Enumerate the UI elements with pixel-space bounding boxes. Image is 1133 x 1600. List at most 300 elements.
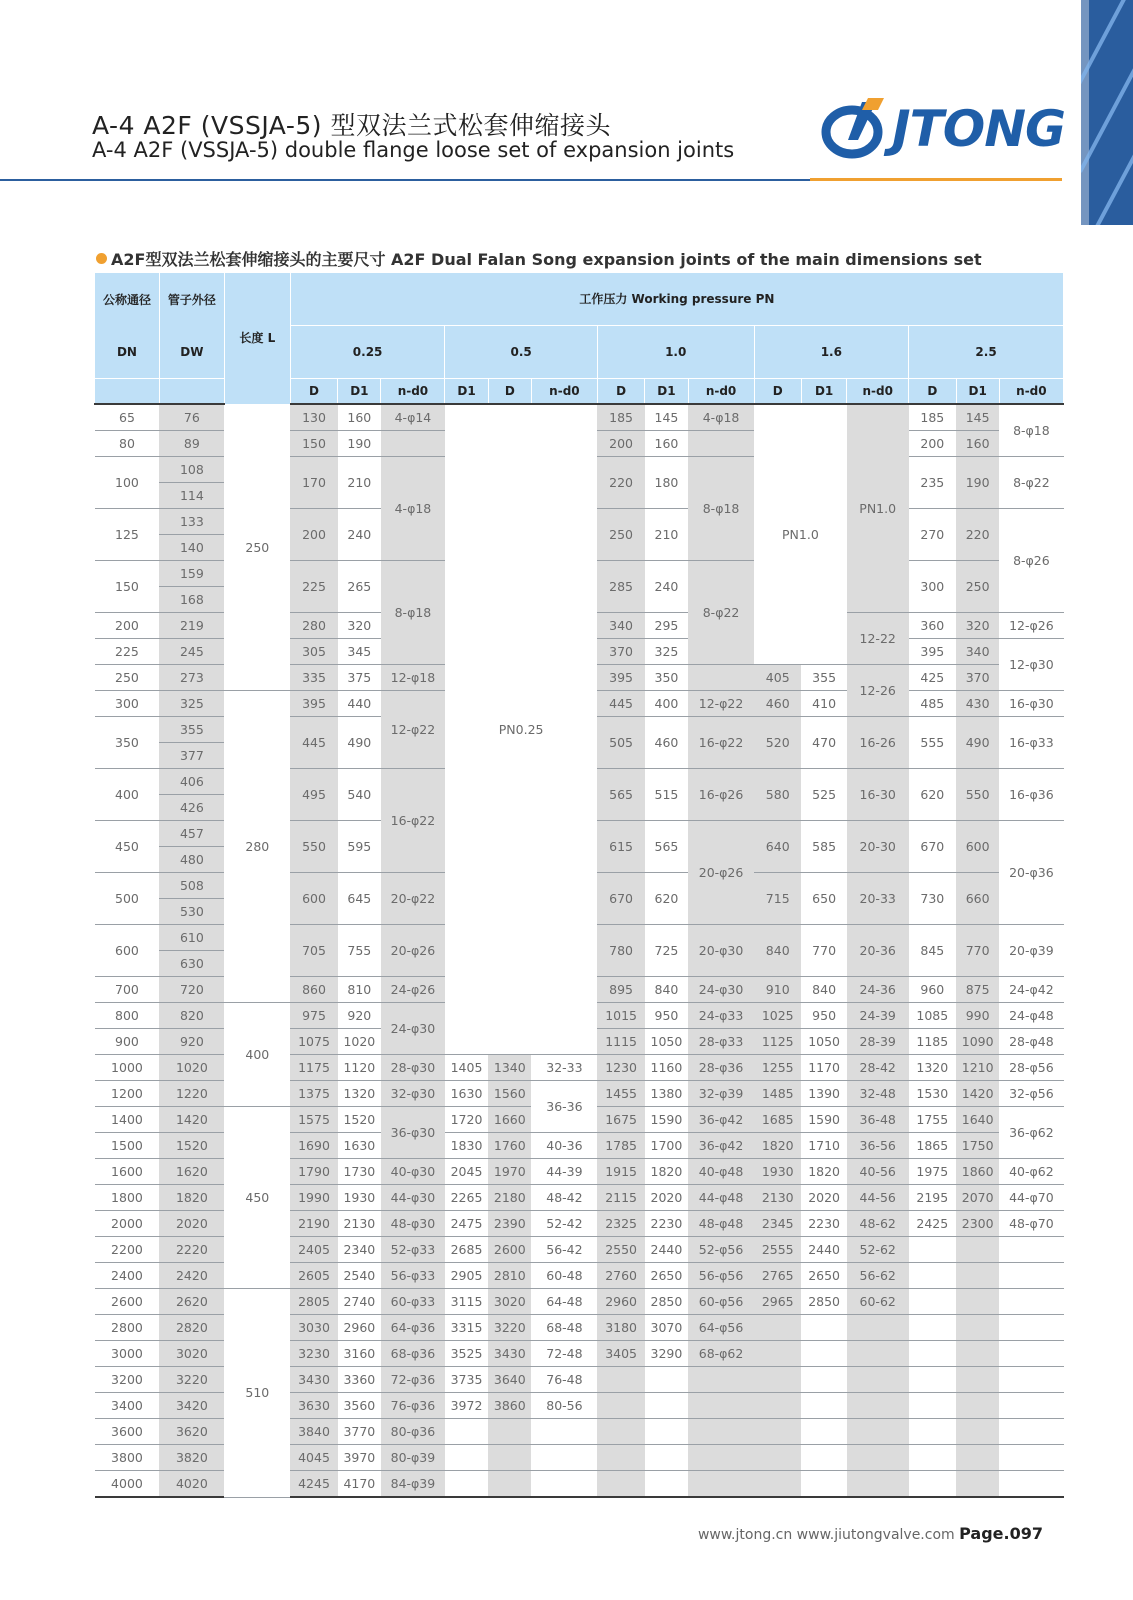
cell-p10-d1: 3070	[645, 1315, 688, 1341]
cell-p25-d	[909, 1315, 956, 1341]
cell-p10-d1: 1820	[645, 1159, 688, 1185]
cell-p10-n	[688, 1393, 754, 1419]
cell-p16-d: 840	[754, 925, 801, 977]
cell-p05-d1: 1830	[445, 1133, 488, 1159]
cell-dn: 3400	[95, 1393, 160, 1419]
cell-p025-d1: 4170	[338, 1471, 381, 1498]
cell-p025-d1: 1520	[338, 1107, 381, 1133]
cell-p025-d: 225	[290, 561, 337, 613]
cell-p16-n: 44-56	[847, 1185, 909, 1211]
cell-p16-d1: 410	[801, 691, 846, 717]
cell-p025-d1: 755	[338, 925, 381, 977]
cell-p10-d: 505	[597, 717, 644, 769]
cell-dw: 1420	[159, 1107, 224, 1133]
cell-p10-d	[597, 1367, 644, 1393]
cell-dn: 2000	[95, 1211, 160, 1237]
cell-p25-d: 425	[909, 665, 956, 691]
cell-p05-d: 3430	[488, 1341, 531, 1367]
cell-dw: 273	[159, 665, 224, 691]
cell-p10-d1: 2650	[645, 1263, 688, 1289]
cell-p25-d1: 340	[956, 639, 999, 665]
cell-p25-d: 1755	[909, 1107, 956, 1133]
cell-p10-d: 3405	[597, 1341, 644, 1367]
cell-p16-n: 48-62	[847, 1211, 909, 1237]
cell-p05-d1: 2905	[445, 1263, 488, 1289]
cell-p25-n	[999, 1237, 1063, 1263]
cell-p25-d: 555	[909, 717, 956, 769]
cell-p025-d: 3630	[290, 1393, 337, 1419]
cell-p25-d1	[956, 1341, 999, 1367]
cell-p10-d: 2960	[597, 1289, 644, 1315]
cell-p10-d1: 400	[645, 691, 688, 717]
subcol-header: D1	[956, 379, 999, 405]
pressure-05: 0.5	[445, 326, 598, 379]
cell-p10-d1: 180	[645, 457, 688, 509]
cell-dw: 480	[159, 847, 224, 873]
cell-p05-d: 2810	[488, 1263, 531, 1289]
cell-dw: 3020	[159, 1341, 224, 1367]
cell-p16-n: 60-62	[847, 1289, 909, 1315]
cell-p05-d1	[445, 1471, 488, 1498]
cell-p025-d1: 1120	[338, 1055, 381, 1081]
cell-dn: 350	[95, 717, 160, 769]
cell-p10-n: 44-φ48	[688, 1185, 754, 1211]
cell-p05-d1: 1405	[445, 1055, 488, 1081]
cell-p16-d1: 2020	[801, 1185, 846, 1211]
cell-p25-n	[999, 1315, 1063, 1341]
cell-p025-n: 20-φ22	[381, 873, 445, 925]
cell-p10-n: 24-φ30	[688, 977, 754, 1003]
cell-dw: 76	[159, 404, 224, 431]
cell-p10-d: 250	[597, 509, 644, 561]
cell-p25-n: 20-φ36	[999, 821, 1063, 925]
cell-p10-n: 20-φ26	[688, 821, 754, 925]
cell-p25-d1: 1090	[956, 1029, 999, 1055]
cell-p025-d1: 2540	[338, 1263, 381, 1289]
cell-p025-d1: 320	[338, 613, 381, 639]
cell-p025-d1: 595	[338, 821, 381, 873]
cell-p05-d1: 3972	[445, 1393, 488, 1419]
cell-p10-d1: 2020	[645, 1185, 688, 1211]
cell-p10-d	[597, 1419, 644, 1445]
cell-dn: 450	[95, 821, 160, 873]
cell-p25-d1: 550	[956, 769, 999, 821]
cell-p025-d: 335	[290, 665, 337, 691]
cell-p25-d1: 2300	[956, 1211, 999, 1237]
cell-p05-d: 1970	[488, 1159, 531, 1185]
cell-p10-d1: 840	[645, 977, 688, 1003]
cell-p25-d1: 430	[956, 691, 999, 717]
col-header-dn	[95, 273, 160, 379]
cell-p16-n: 24-39	[847, 1003, 909, 1029]
cell-p16-d1: 470	[801, 717, 846, 769]
cell-dn: 900	[95, 1029, 160, 1055]
col-dw-label: 管子外径 DW	[167, 292, 216, 359]
cell-p025-d1: 1730	[338, 1159, 381, 1185]
cell-p25-n: 12-φ26	[999, 613, 1063, 639]
cell-p025-d1: 490	[338, 717, 381, 769]
cell-p25-d1	[956, 1367, 999, 1393]
cell-p16-d1: 355	[801, 665, 846, 691]
cell-p25-n: 16-φ33	[999, 717, 1063, 769]
cell-p10-d: 340	[597, 613, 644, 639]
cell-p05-d1: 3735	[445, 1367, 488, 1393]
cell-dn: 4000	[95, 1471, 160, 1498]
cell-p25-d1: 875	[956, 977, 999, 1003]
cell-dw: 108	[159, 457, 224, 483]
cell-p16-d: 2555	[754, 1237, 801, 1263]
cell-p25-d	[909, 1419, 956, 1445]
cell-p025-d: 495	[290, 769, 337, 821]
cell-dn: 1500	[95, 1133, 160, 1159]
cell-dw: 114	[159, 483, 224, 509]
cell-p10-n: 64-φ56	[688, 1315, 754, 1341]
cell-p025-n: 68-φ36	[381, 1341, 445, 1367]
cell-dw: 1820	[159, 1185, 224, 1211]
cell-p025-n: 56-φ33	[381, 1263, 445, 1289]
cell-p05-n	[531, 1471, 597, 1498]
cell-p10-d: 1115	[597, 1029, 644, 1055]
cell-p05-n: 80-56	[531, 1393, 597, 1419]
cell-p25-d: 1975	[909, 1159, 956, 1185]
cell-p10-d	[597, 1471, 644, 1498]
cell-p025-n: 80-φ39	[381, 1445, 445, 1471]
cell-p10-d1: 160	[645, 431, 688, 457]
cell-p05-d1: 3525	[445, 1341, 488, 1367]
subcol-header: D1	[645, 379, 688, 405]
cell-p025-d: 2805	[290, 1289, 337, 1315]
section-heading	[96, 247, 982, 270]
subcol-header: D	[290, 379, 337, 405]
cell-p16-n	[847, 1445, 909, 1471]
cell-dw: 159	[159, 561, 224, 587]
cell-p10-d1: 460	[645, 717, 688, 769]
cell-p16-d: 1685	[754, 1107, 801, 1133]
cell-dn: 1200	[95, 1081, 160, 1107]
cell-dn: 400	[95, 769, 160, 821]
cell-p05-d: 1340	[488, 1055, 531, 1081]
working-pressure-header: 工作压力 Working pressure PN	[290, 273, 1063, 326]
cell-p16-n: 36-48	[847, 1107, 909, 1133]
cell-p025-d: 2190	[290, 1211, 337, 1237]
table-row	[95, 404, 1064, 431]
subcol-header: n-d0	[847, 379, 909, 405]
cell-p25-d: 485	[909, 691, 956, 717]
cell-dw: 377	[159, 743, 224, 769]
cell-dn: 2800	[95, 1315, 160, 1341]
cell-p10-n	[688, 1419, 754, 1445]
cell-p025-d1: 3970	[338, 1445, 381, 1471]
cell-p025-d: 1075	[290, 1029, 337, 1055]
cell-p16-n: 24-36	[847, 977, 909, 1003]
cell-p16-n: 52-62	[847, 1237, 909, 1263]
cell-p025-d1: 1320	[338, 1081, 381, 1107]
cell-p025-d1: 3160	[338, 1341, 381, 1367]
col-dn-label: 公称通径 DN	[102, 292, 151, 359]
cell-p10-n: 52-φ56	[688, 1237, 754, 1263]
cell-p25-n: 36-φ62	[999, 1107, 1063, 1159]
pressure-25: 2.5	[909, 326, 1064, 379]
cell-p16-d1: 950	[801, 1003, 846, 1029]
cell-p025-n: 84-φ39	[381, 1471, 445, 1498]
cell-p10-n: 12-φ22	[688, 691, 754, 717]
cell-p025-d: 860	[290, 977, 337, 1003]
cell-p25-d	[909, 1341, 956, 1367]
page-number: Page.097	[959, 1524, 1043, 1543]
cell-p025-n: 64-φ36	[381, 1315, 445, 1341]
cell-dw: 2220	[159, 1237, 224, 1263]
cell-p25-d	[909, 1237, 956, 1263]
cell-p025-d1: 2130	[338, 1211, 381, 1237]
cell-p05-d: 3220	[488, 1315, 531, 1341]
cell-dn: 3000	[95, 1341, 160, 1367]
cell-p10-d1: 2440	[645, 1237, 688, 1263]
cell-p25-d1: 220	[956, 509, 999, 561]
cell-p25-d: 185	[909, 404, 956, 431]
cell-dw: 4020	[159, 1471, 224, 1498]
cell-p25-d: 1320	[909, 1055, 956, 1081]
cell-p16-d	[754, 1367, 801, 1393]
cell-p025-n: 12-φ22	[381, 691, 445, 769]
cell-p16-n: 32-48	[847, 1081, 909, 1107]
cell-p10-d1: 725	[645, 925, 688, 977]
cell-p10-n: 24-φ33	[688, 1003, 754, 1029]
cell-p16-n: 56-62	[847, 1263, 909, 1289]
cell-p025-n: 12-φ18	[381, 665, 445, 691]
cell-p05-all: PN0.25	[445, 404, 598, 1055]
cell-p25-d: 235	[909, 457, 956, 509]
cell-p16-d1: 585	[801, 821, 846, 873]
cell-p25-n	[999, 1419, 1063, 1445]
cell-p10-d: 1675	[597, 1107, 644, 1133]
cell-p05-d1: 1630	[445, 1081, 488, 1107]
footer-urls: www.jtong.cn www.jiutongvalve.com	[697, 1527, 955, 1543]
cell-p025-d: 2605	[290, 1263, 337, 1289]
cell-p16-n: 40-56	[847, 1159, 909, 1185]
cell-p16-n	[847, 1419, 909, 1445]
cell-dw: 530	[159, 899, 224, 925]
cell-p16-d1: 525	[801, 769, 846, 821]
cell-p25-d: 360	[909, 613, 956, 639]
page-title-zh: A-4 A2F (VSSJA-5) 型双法兰式松套伸缩接头	[92, 111, 611, 140]
cell-p05-n: 40-36	[531, 1133, 597, 1159]
cell-p25-d1: 190	[956, 457, 999, 509]
cell-dw: 219	[159, 613, 224, 639]
cell-p025-d1: 440	[338, 691, 381, 717]
cell-p25-d1: 660	[956, 873, 999, 925]
cell-dw: 508	[159, 873, 224, 899]
cell-p16-d: 2345	[754, 1211, 801, 1237]
cell-p16-d1	[801, 1367, 846, 1393]
cell-p05-d1	[445, 1445, 488, 1471]
cell-p025-d1: 1930	[338, 1185, 381, 1211]
cell-p025-d: 3230	[290, 1341, 337, 1367]
cell-p16-n: 12-22	[847, 613, 909, 665]
cell-p10-d: 895	[597, 977, 644, 1003]
cell-p10-d1: 515	[645, 769, 688, 821]
cell-dn: 150	[95, 561, 160, 613]
cell-p025-n: 8-φ18	[381, 561, 445, 665]
cell-p025-d: 445	[290, 717, 337, 769]
cell-p05-d1: 2475	[445, 1211, 488, 1237]
cell-p16-d1	[801, 1471, 846, 1498]
cell-p025-d: 975	[290, 1003, 337, 1029]
col-header-l	[224, 273, 290, 405]
cell-p25-d1	[956, 1445, 999, 1471]
cell-p025-n: 4-φ14	[381, 404, 445, 431]
cell-p16-d: 520	[754, 717, 801, 769]
cell-p25-n: 32-φ56	[999, 1081, 1063, 1107]
cell-dw: 610	[159, 925, 224, 951]
cell-p16-n: 12-26	[847, 665, 909, 717]
cell-p10-d1	[645, 1471, 688, 1498]
cell-p16-d: 460	[754, 691, 801, 717]
cell-p10-d: 615	[597, 821, 644, 873]
cell-dw: 3420	[159, 1393, 224, 1419]
cell-p25-n: 16-φ30	[999, 691, 1063, 717]
cell-p10-d1: 1700	[645, 1133, 688, 1159]
cell-p025-n: 72-φ36	[381, 1367, 445, 1393]
cell-p10-d1: 565	[645, 821, 688, 873]
cell-p05-d	[488, 1419, 531, 1445]
cell-p025-d: 150	[290, 431, 337, 457]
cell-l: 450	[224, 1107, 290, 1289]
cell-p025-d1: 345	[338, 639, 381, 665]
cell-p16-d1: 1170	[801, 1055, 846, 1081]
cell-p25-d	[909, 1393, 956, 1419]
cell-p05-n: 76-48	[531, 1367, 597, 1393]
cell-p10-d: 185	[597, 404, 644, 431]
cell-dn: 800	[95, 1003, 160, 1029]
cell-p10-d1: 240	[645, 561, 688, 613]
subcol-header: D1	[801, 379, 846, 405]
brand-wordmark: JTONG	[892, 100, 1066, 158]
cell-p025-n: 40-φ30	[381, 1159, 445, 1185]
cell-dw: 1520	[159, 1133, 224, 1159]
cell-p025-d: 3030	[290, 1315, 337, 1341]
cell-p025-d1: 1020	[338, 1029, 381, 1055]
cell-p16-d: 2765	[754, 1263, 801, 1289]
cell-p16-d1	[801, 1341, 846, 1367]
cell-p25-d1	[956, 1393, 999, 1419]
cell-p25-d1: 1750	[956, 1133, 999, 1159]
cell-dn: 1000	[95, 1055, 160, 1081]
cell-p16-d: 2965	[754, 1289, 801, 1315]
col-header-dw	[159, 273, 224, 379]
cell-p05-d: 3020	[488, 1289, 531, 1315]
cell-p05-d1: 2045	[445, 1159, 488, 1185]
cell-p25-d: 270	[909, 509, 956, 561]
cell-p25-d1: 490	[956, 717, 999, 769]
cell-p025-d1: 240	[338, 509, 381, 561]
cell-p25-d1	[956, 1237, 999, 1263]
cell-p16-d1: 650	[801, 873, 846, 925]
cell-p16-n: 28-39	[847, 1029, 909, 1055]
cell-p025-n: 20-φ26	[381, 925, 445, 977]
cell-p16-n: 20-36	[847, 925, 909, 977]
cell-p10-d: 3180	[597, 1315, 644, 1341]
cell-p25-d1: 2070	[956, 1185, 999, 1211]
cell-p16-d1	[801, 1445, 846, 1471]
cell-p10-d: 1915	[597, 1159, 644, 1185]
cell-p025-n: 60-φ33	[381, 1289, 445, 1315]
cell-p05-d: 3640	[488, 1367, 531, 1393]
cell-p10-n: 48-φ48	[688, 1211, 754, 1237]
cell-p25-n: 44-φ70	[999, 1185, 1063, 1211]
cell-p025-d: 280	[290, 613, 337, 639]
cell-p25-n: 40-φ62	[999, 1159, 1063, 1185]
cell-p25-n: 8-φ18	[999, 404, 1063, 457]
cell-p025-d1: 3560	[338, 1393, 381, 1419]
dw-sub	[159, 379, 224, 405]
cell-dn: 80	[95, 431, 160, 457]
cell-p10-d: 2325	[597, 1211, 644, 1237]
subcol-header: n-d0	[999, 379, 1063, 405]
cell-p025-n: 44-φ30	[381, 1185, 445, 1211]
subcol-header: n-d0	[688, 379, 754, 405]
cell-p05-n	[531, 1419, 597, 1445]
subcol-header: D	[597, 379, 644, 405]
cell-p25-d: 1530	[909, 1081, 956, 1107]
section-heading-text: A2F型双法兰松套伸缩接头的主要尺寸 A2F Dual Falan Song expansion joints of the main dimensions set	[111, 250, 982, 269]
cell-p10-n: 36-φ42	[688, 1107, 754, 1133]
cell-p25-d1: 770	[956, 925, 999, 977]
cell-p025-n: 36-φ30	[381, 1107, 445, 1159]
dn-sub	[95, 379, 160, 405]
cell-p10-n	[688, 665, 754, 691]
cell-p25-d1: 160	[956, 431, 999, 457]
cell-p10-d: 565	[597, 769, 644, 821]
cell-p10-n: 8-φ22	[688, 561, 754, 665]
cell-p16-d: 1820	[754, 1133, 801, 1159]
cell-p25-d: 670	[909, 821, 956, 873]
cell-p25-d1: 370	[956, 665, 999, 691]
cell-dw: 168	[159, 587, 224, 613]
cell-p05-d	[488, 1471, 531, 1498]
subcol-header: n-d0	[531, 379, 597, 405]
cell-p025-d1: 375	[338, 665, 381, 691]
cell-p10-d: 445	[597, 691, 644, 717]
cell-p25-n: 24-φ48	[999, 1003, 1063, 1029]
cell-p10-d: 1230	[597, 1055, 644, 1081]
cell-p025-d1: 3360	[338, 1367, 381, 1393]
cell-p16-n	[847, 1367, 909, 1393]
cell-dn: 125	[95, 509, 160, 561]
cell-dw: 1020	[159, 1055, 224, 1081]
cell-l: 250	[224, 404, 290, 691]
cell-p10-d1: 210	[645, 509, 688, 561]
cell-p05-d1: 2685	[445, 1237, 488, 1263]
cell-p025-d1: 810	[338, 977, 381, 1003]
cell-p025-d: 1690	[290, 1133, 337, 1159]
cell-p25-d: 1185	[909, 1029, 956, 1055]
cell-p25-d1	[956, 1263, 999, 1289]
cell-p25-d: 620	[909, 769, 956, 821]
cell-p05-d1: 2265	[445, 1185, 488, 1211]
cell-p025-d: 1175	[290, 1055, 337, 1081]
cell-p25-n	[999, 1445, 1063, 1471]
cell-p25-d: 200	[909, 431, 956, 457]
cell-p10-n: 60-φ56	[688, 1289, 754, 1315]
cell-dw: 2820	[159, 1315, 224, 1341]
cell-p16-n: 20-33	[847, 873, 909, 925]
cell-p25-d1	[956, 1419, 999, 1445]
cell-p16-n: PN1.0	[847, 404, 909, 613]
cell-p05-d: 1760	[488, 1133, 531, 1159]
cell-p10-d1: 350	[645, 665, 688, 691]
cell-p025-d1: 190	[338, 431, 381, 457]
cell-dn: 225	[95, 639, 160, 665]
